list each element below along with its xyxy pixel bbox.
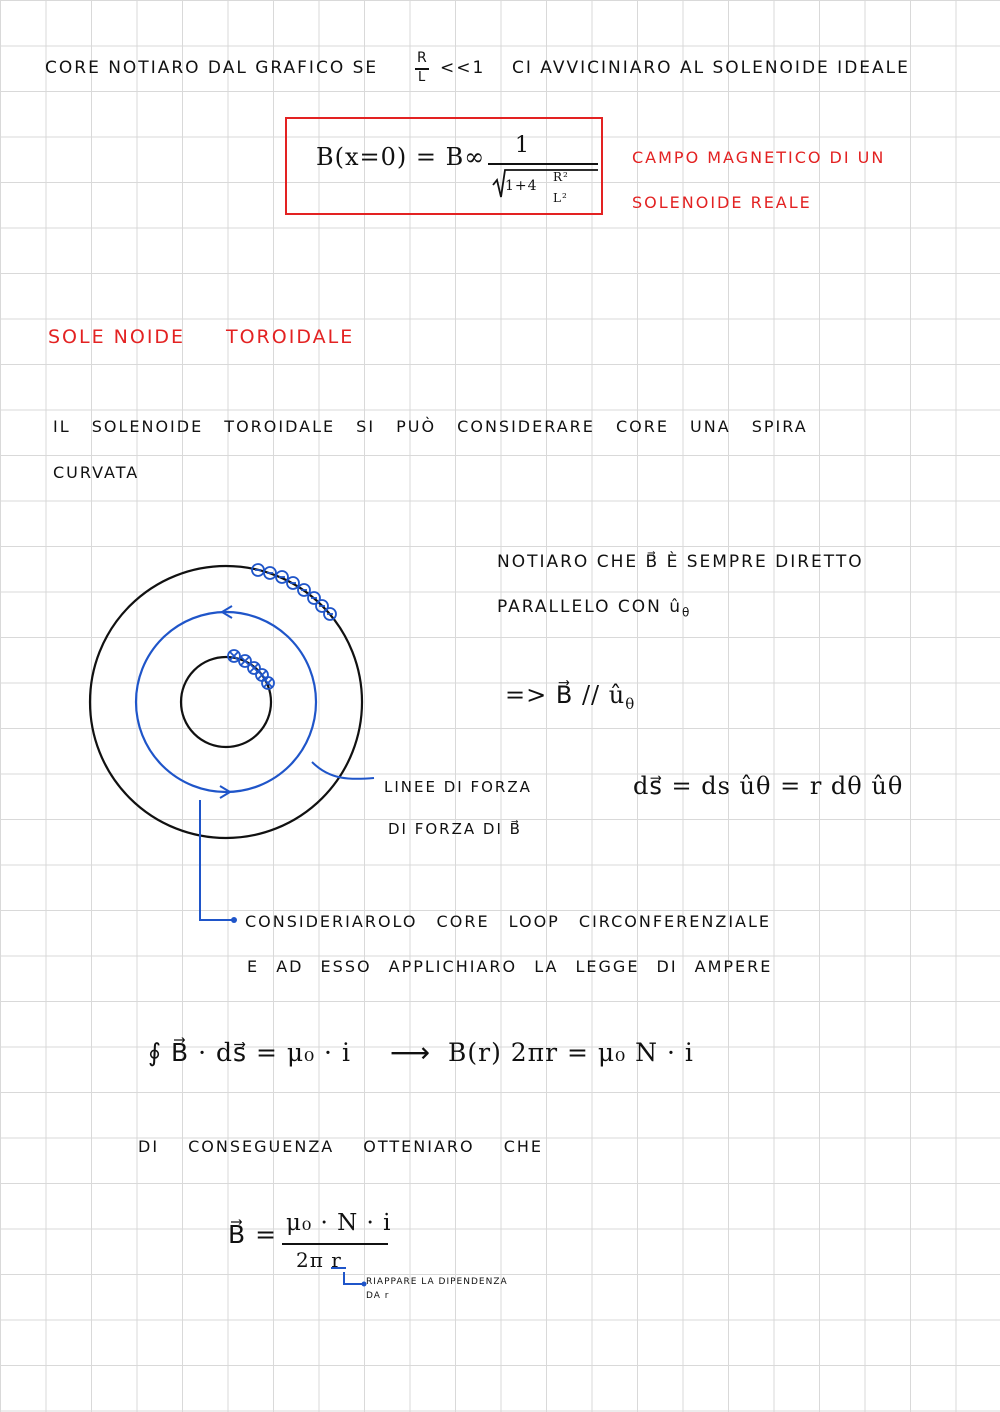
desc-line2: CURVATA bbox=[53, 463, 140, 482]
callout-dot bbox=[231, 917, 237, 923]
ratio-numerator: R bbox=[417, 50, 429, 66]
field-lines-label-1: LINEE DI FORZA bbox=[384, 778, 532, 796]
parallel-sub: θ bbox=[625, 694, 636, 713]
current-out-symbols bbox=[252, 564, 336, 620]
callout-arrow-icon bbox=[200, 800, 232, 920]
note-real-line1: CAMPO MAGNETICO DI UN bbox=[632, 148, 886, 167]
formula-lhs: B(x=0) = B∞ bbox=[316, 143, 486, 171]
result-note-marker bbox=[331, 1268, 363, 1284]
consider-line2: E AD ESSO APPLICHIARO LA LEGGE DI AMPERE bbox=[247, 957, 773, 976]
intro-text-2: <<1 bbox=[440, 58, 486, 78]
ampere-rhs: B(r) 2πr = μ₀ N · i bbox=[448, 1038, 694, 1067]
formula-root-term: 1+4 bbox=[505, 178, 538, 194]
result-note-1: RIAPPARE LA DIPENDENZA bbox=[366, 1277, 508, 1287]
intro-text-3: CI AVVICINIARO AL SOLENOIDE IDEALE bbox=[512, 58, 910, 78]
heading-toroidal: TOROIDALE bbox=[226, 326, 355, 348]
note-real-line2: SOLENOIDE REALE bbox=[632, 193, 812, 212]
conseq-text: DI CONSEGUENZA OTTENIARO CHE bbox=[138, 1137, 544, 1156]
formula-root-numerator: R² bbox=[553, 170, 569, 184]
result-note-2: DA r bbox=[366, 1291, 390, 1301]
notes-line2-sub: θ bbox=[682, 605, 692, 620]
notes-line1: NOTIARO CHE B⃗ È SEMPRE DIRETTO bbox=[497, 552, 864, 572]
desc-line1: IL SOLENOIDE TOROIDALE SI PUÒ CONSIDERARE CORE UNA SPIRA bbox=[53, 417, 808, 436]
sqrt-sign bbox=[493, 170, 598, 197]
intro-text-1: CORE NOTIARO DAL GRAFICO SE bbox=[45, 58, 379, 78]
current-in-symbols bbox=[228, 650, 274, 689]
heading-solenoid: SOLE NOIDE bbox=[48, 326, 186, 348]
ratio-denominator: L bbox=[418, 70, 428, 85]
result-numerator: μ₀ · N · i bbox=[286, 1210, 392, 1236]
formula-numerator: 1 bbox=[515, 133, 530, 158]
consider-line1: CONSIDERIAROLO CORE LOOP CIRCONFERENZIALE bbox=[245, 912, 771, 931]
notes-line2-text: PARALLELO CON û bbox=[497, 597, 683, 617]
ds-formula: ds⃗ = ds ûθ = r dθ ûθ bbox=[633, 772, 904, 800]
parallel-text: => B⃗ // û bbox=[505, 681, 626, 709]
ampere-lhs: ∮ B⃗ · ds⃗ = μ₀ · i bbox=[148, 1038, 351, 1067]
result-note-dot bbox=[362, 1282, 367, 1287]
formula-root-denominator: L² bbox=[553, 191, 568, 205]
amperian-loop bbox=[136, 612, 316, 792]
ampere-arrow: ⟶ bbox=[390, 1036, 433, 1069]
result-denominator: 2π r bbox=[296, 1248, 342, 1272]
field-lines-label-2: DI FORZA DI B⃗ bbox=[388, 820, 522, 838]
result-lhs: B⃗ = bbox=[228, 1220, 278, 1249]
